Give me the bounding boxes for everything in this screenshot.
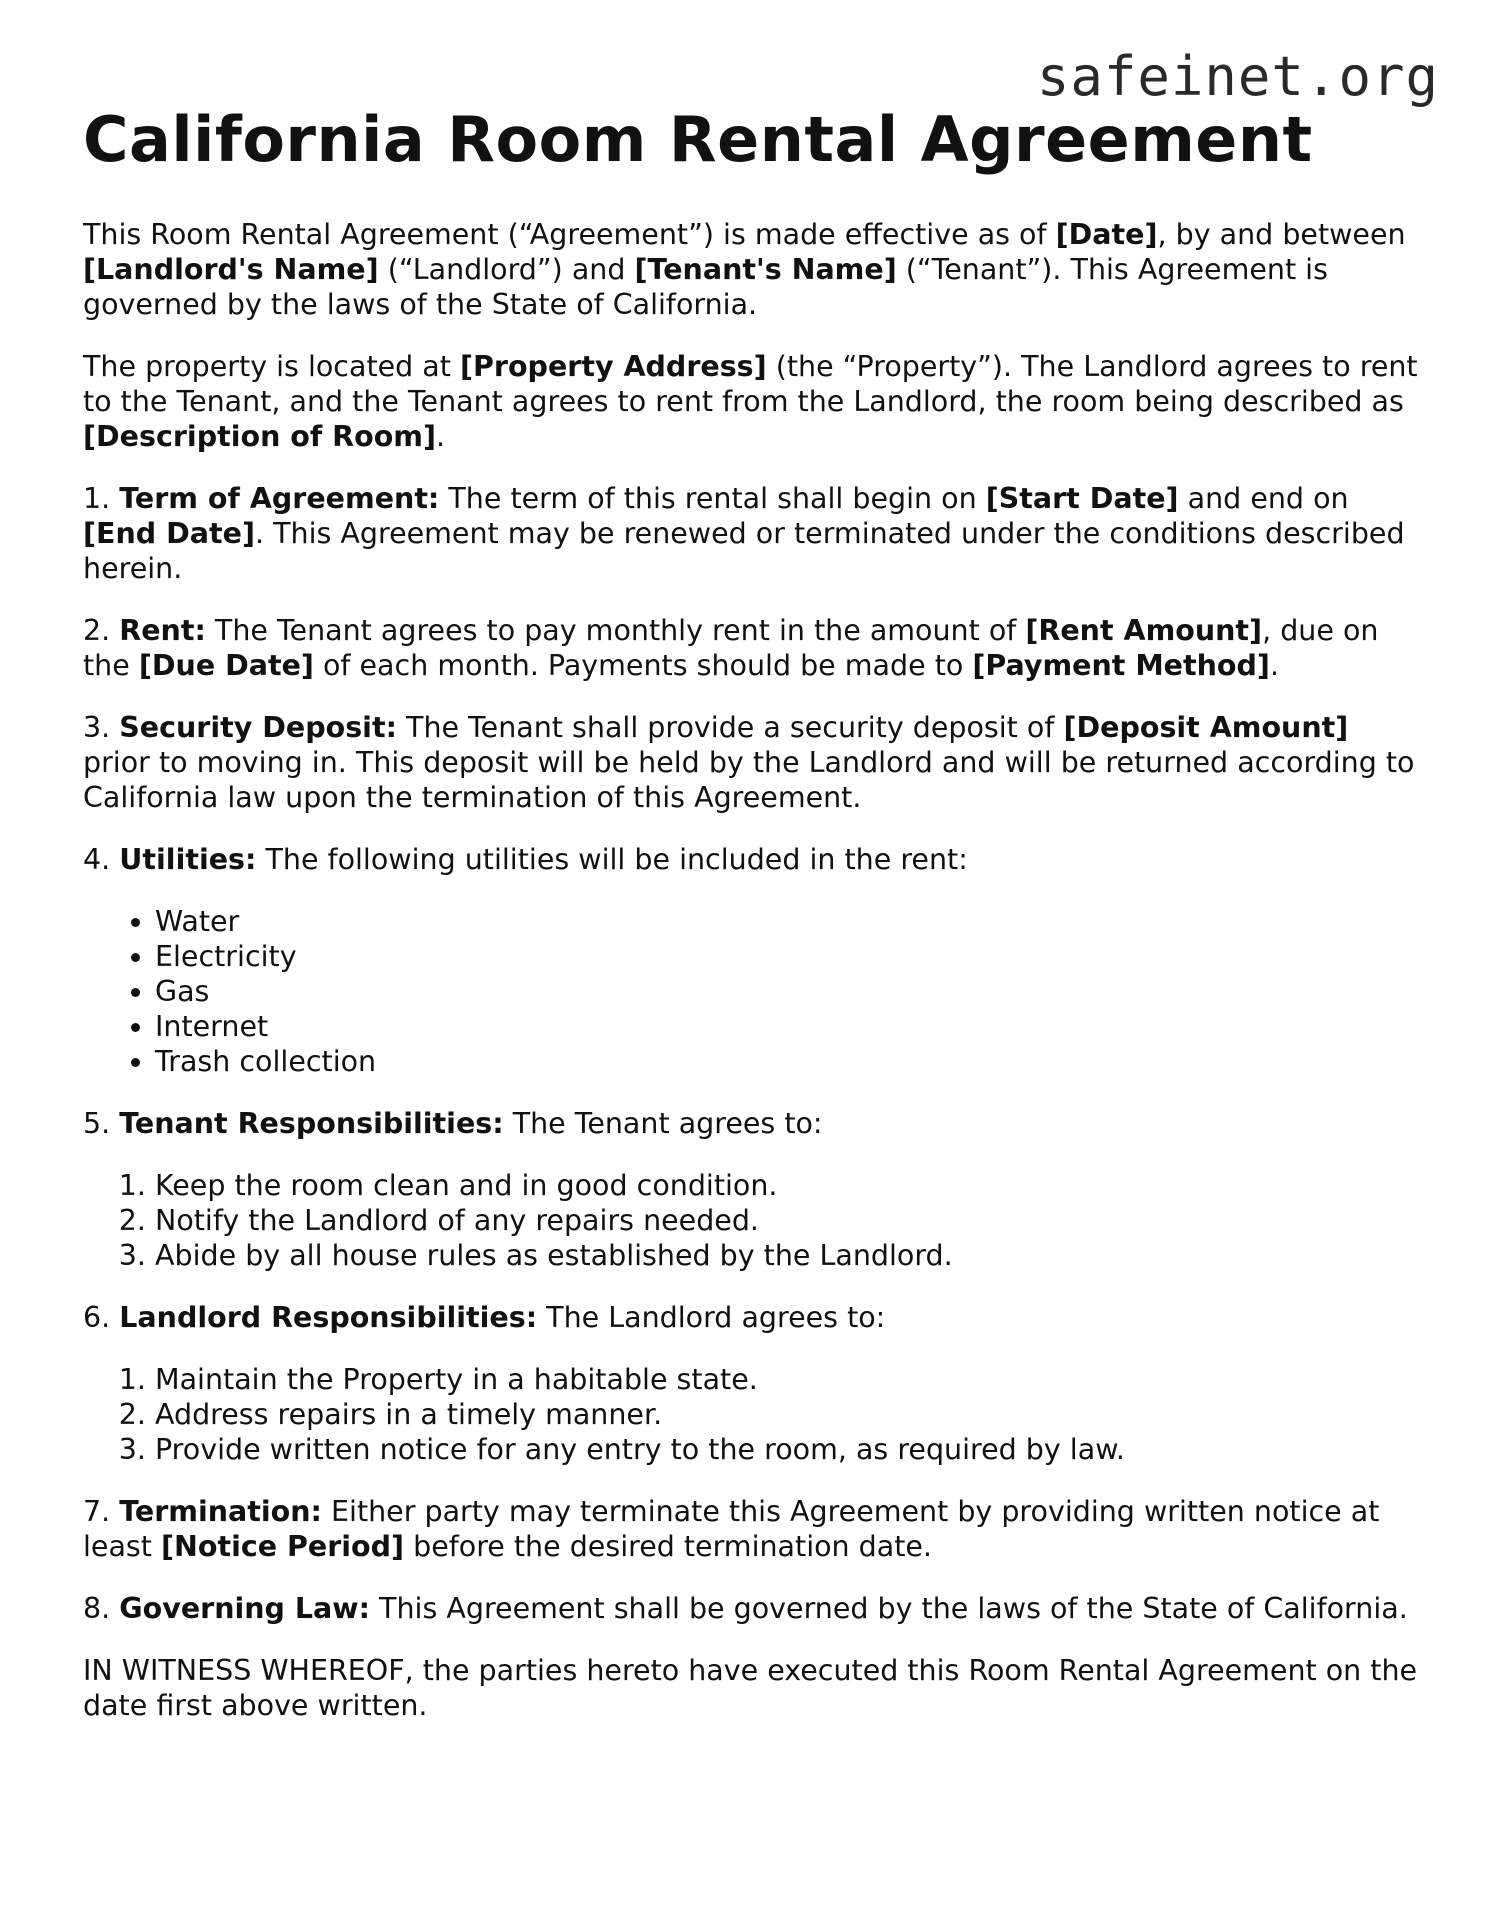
section-number: 2. (83, 614, 120, 648)
list-item: • Gas (155, 974, 1423, 1009)
list-item: 1. Maintain the Property in a habitable state. (155, 1362, 1423, 1397)
tenant-responsibilities-text: The Tenant agrees to: (503, 1107, 823, 1141)
list-item: 1. Keep the room clean and in good condition. (155, 1168, 1423, 1203)
landlord-responsibilities-list (83, 1362, 1423, 1467)
list-item: • Trash collection (155, 1044, 1423, 1079)
watermark: safeinet.org (1036, 45, 1439, 108)
rent-text-2: , due on the (83, 614, 1379, 683)
document-title: California Room Rental Agreement (83, 103, 1313, 176)
property-text-3: . (436, 420, 446, 454)
landlord-responsibilities-text: The Landlord agrees to: (537, 1301, 886, 1335)
property-text-1: The property is located at (83, 350, 460, 384)
section-security-deposit (83, 710, 1423, 815)
term-text-1: The term of this rental shall begin on (439, 482, 986, 516)
list-item: 3. Abide by all house rules as established by the Landlord. (155, 1238, 1423, 1273)
tenant-responsibilities-list (83, 1168, 1423, 1273)
section-utilities (83, 842, 1423, 877)
section-tenant-responsibilities (83, 1106, 1423, 1141)
section-heading: Landlord Responsibilities: (119, 1301, 538, 1335)
date-placeholder: [Date] (1055, 218, 1158, 252)
start-date-placeholder: [Start Date] (985, 482, 1179, 516)
end-date-placeholder: [End Date] (83, 517, 255, 551)
section-termination (83, 1494, 1423, 1564)
section-number: 4. (83, 843, 120, 877)
section-number: 7. (83, 1495, 120, 1529)
utilities-text: The following utilities will be included in the rent: (256, 843, 968, 877)
rent-text-4: . (1269, 649, 1279, 683)
section-governing-law (83, 1591, 1423, 1626)
landlord-name-placeholder: [Landlord's Name] (83, 253, 379, 287)
section-number: 3. (83, 711, 120, 745)
section-heading: Rent: (119, 614, 206, 648)
termination-text-2: before the desired termination date. (404, 1530, 932, 1564)
due-date-placeholder: [Due Date] (138, 649, 314, 683)
list-item: • Electricity (155, 939, 1423, 974)
section-landlord-responsibilities (83, 1300, 1423, 1335)
notice-period-placeholder: [Notice Period] (161, 1530, 405, 1564)
closing-paragraph: IN WITNESS WHEREOF, the parties hereto have executed this Room Rental Agreement on the date first above written. (83, 1654, 1418, 1723)
property-text-2: (the “Property”). The Landlord agrees to rent to the Tenant, and the Tenant agrees to rent from the Landlord, the room being described as (83, 350, 1418, 419)
rent-text-3: of each month. Payments should be made to (313, 649, 973, 683)
section-heading: Termination: (119, 1495, 322, 1529)
section-number: 5. (83, 1107, 120, 1141)
section-heading: Term of Agreement: (119, 482, 440, 516)
list-item: 3. Provide written notice for any entry to the room, as required by law. (155, 1432, 1423, 1467)
intro-text-3: (“Landlord”) and (378, 253, 635, 287)
section-term (83, 481, 1423, 586)
deposit-text-2: prior to moving in. This deposit will be held by the Landlord and will be returned according to California law upon the termination of this Agreement. (83, 746, 1415, 815)
payment-method-placeholder: [Payment Method] (972, 649, 1270, 683)
section-number: 1. (83, 482, 120, 516)
section-heading: Tenant Responsibilities: (119, 1107, 504, 1141)
property-address-placeholder: [Property Address] (460, 350, 767, 384)
property-paragraph (83, 349, 1423, 454)
termination-text-1: Either party may terminate this Agreement by providing written notice at least (83, 1495, 1380, 1564)
deposit-amount-placeholder: [Deposit Amount] (1063, 711, 1349, 745)
section-heading: Security Deposit: (119, 711, 397, 745)
document-page (83, 104, 1423, 1750)
section-number: 8. (83, 1592, 120, 1626)
section-heading: Utilities: (119, 843, 257, 877)
intro-text-1: This Room Rental Agreement (“Agreement”) is made effective as of (83, 218, 1056, 252)
section-number: 6. (83, 1301, 120, 1335)
intro-text-2: , by and between (1157, 218, 1406, 252)
rent-text-1: The Tenant agrees to pay monthly rent in the amount of (205, 614, 1026, 648)
list-item: 2. Notify the Landlord of any repairs needed. (155, 1203, 1423, 1238)
rent-amount-placeholder: [Rent Amount] (1025, 614, 1263, 648)
governing-law-text: This Agreement shall be governed by the laws of the State of California. (370, 1592, 1408, 1626)
list-item: • Water (155, 904, 1423, 939)
section-heading: Governing Law: (119, 1592, 370, 1626)
intro-text-4: (“Tenant”). This Agreement is governed by the laws of the State of California. (83, 253, 1328, 322)
term-text-2: and end on (1178, 482, 1349, 516)
tenant-name-placeholder: [Tenant's Name] (634, 253, 897, 287)
utilities-list (83, 904, 1423, 1079)
section-rent (83, 613, 1423, 683)
intro-paragraph (83, 217, 1423, 322)
deposit-text-1: The Tenant shall provide a security deposit of (396, 711, 1064, 745)
term-text-3: . This Agreement may be renewed or terminated under the conditions described herein. (83, 517, 1405, 586)
list-item: 2. Address repairs in a timely manner. (155, 1397, 1423, 1432)
room-description-placeholder: [Description of Room] (83, 420, 437, 454)
list-item: • Internet (155, 1009, 1423, 1044)
